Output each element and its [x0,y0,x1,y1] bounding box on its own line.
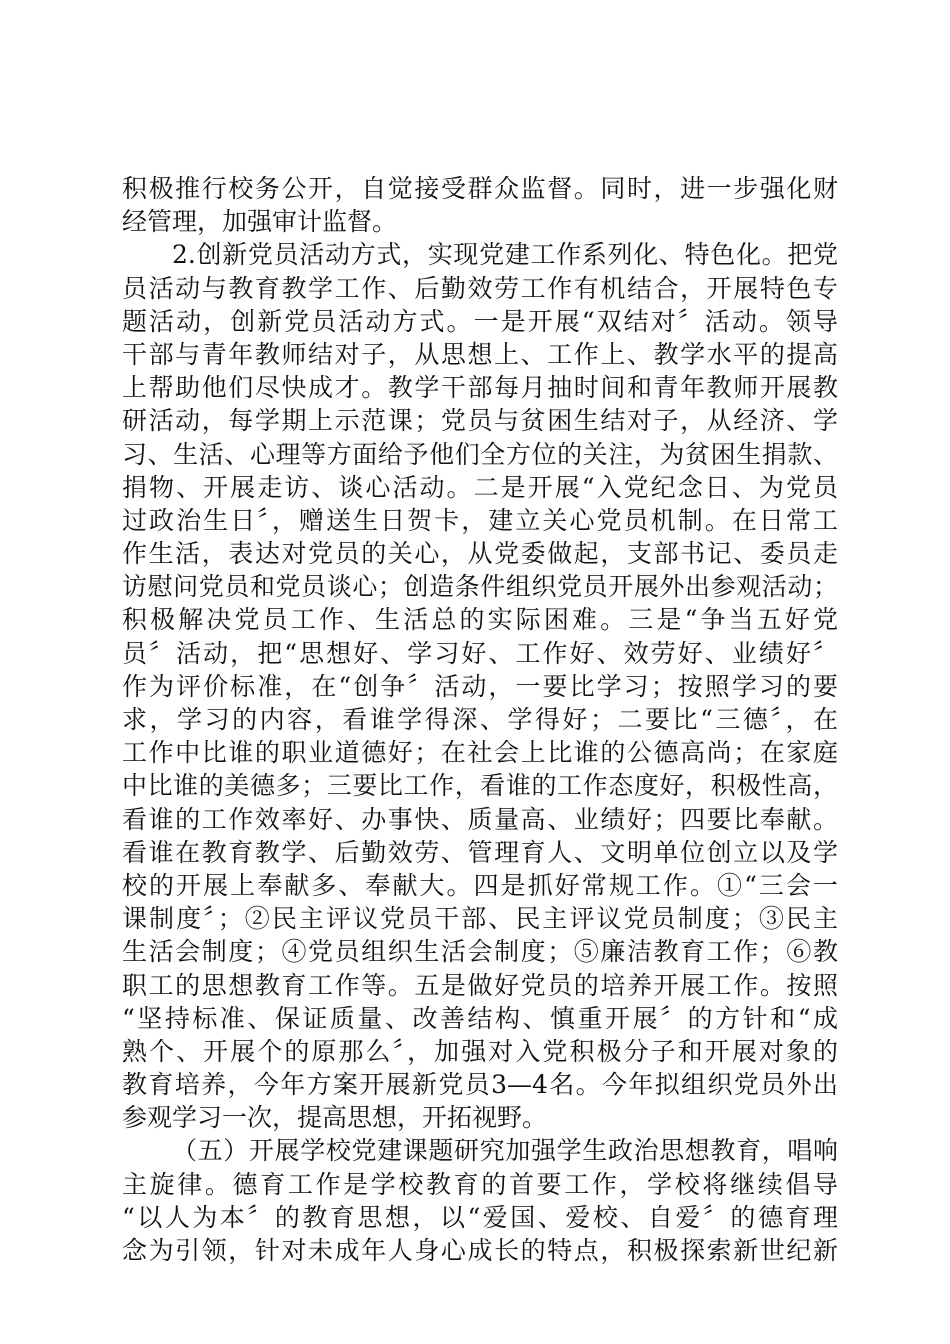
text-line: 捐物、开展走访、谈心活动。二是开展“入党纪念日、为党员 [122,472,838,502]
text-line: 中比谁的美德多；三要比工作，看谁的工作态度好，积极性高， [122,771,838,801]
paragraph-start-line: 2.创新党员活动方式，实现党建工作系列化、特色化。把党 [172,240,838,270]
text-line: 研活动，每学期上示范课；党员与贫困生结对子，从经济、学 [122,406,838,436]
text-line: “坚持标准、保证质量、改善结构、慎重开展〞的方针和“成 [122,1003,838,1033]
text-line: 熟个、开展个的原那么〞，加强对入党积极分子和开展对象的 [122,1036,838,1066]
text-line: 看谁在教育教学、后勤效劳、管理育人、文明单位创立以及学 [122,837,838,867]
text-line: 作为评价标准，在“创争〞活动，一要比学习；按照学习的要 [122,671,838,701]
text-line: 校的开展上奉献多、奉献大。四是抓好常规工作。①“三会一 [122,870,838,900]
text-line: 干部与青年教师结对子，从思想上、工作上、教学水平的提高 [122,339,838,369]
text-line: “以人为本〞的教育思想，以“爱国、爱校、自爱〞的德育理 [122,1202,838,1232]
text-line: 上帮助他们尽快成才。教学干部每月抽时间和青年教师开展教 [122,373,838,403]
text-line: 员活动与教育教学工作、后勤效劳工作有机结合，开展特色专 [122,273,838,303]
text-line: 经管理，加强审计监督。 [122,207,398,237]
text-line: 积极解决党员工作、生活总的实际困难。三是“争当五好党 [122,605,838,635]
text-line: 求，学习的内容，看谁学得深、学得好；二要比“三德〞，在 [122,705,838,734]
text-line: 职工的思想教育工作等。五是做好党员的培养开展工作。按照 [122,970,838,1000]
text-line: 作生活，表达对党员的关心，从党委做起，支部书记、委员走 [122,539,838,569]
text-line: 过政治生日〞，赠送生日贺卡，建立关心党员机制。在日常工 [122,505,838,535]
text-line: 参观学习一次，提高思想，开拓视野。 [122,1103,548,1133]
text-line: 生活会制度；④党员组织生活会制度；⑤廉洁教育工作；⑥教 [122,937,838,967]
body-text [122,172,838,1267]
text-line: 习、生活、心理等方面给予他们全方位的关注，为贫困生捐款、 [122,439,838,469]
text-line: 员〞活动，把“思想好、学习好、工作好、效劳好、业绩好〞 [122,638,838,668]
text-line: 主旋律。德育工作是学校教育的首要工作，学校将继续倡导 [122,1169,838,1199]
text-line: 念为引领，针对未成年人身心成长的特点，积极探索新世纪新 [122,1236,838,1265]
text-line: 积极推行校务公开，自觉接受群众监督。同时，进一步强化财 [122,174,838,203]
text-line: 工作中比谁的职业道德好；在社会上比谁的公德高尚；在家庭 [122,738,838,768]
text-line: 教育培养，今年方案开展新党员3—4名。今年拟组织党员外出 [122,1070,838,1100]
section-heading-line: （五）开展学校党建课题研究加强学生政治思想教育，唱响 [172,1136,838,1166]
text-line: 访慰问党员和党员谈心；创造条件组织党员开展外出参观活动； [122,572,838,602]
text-line: 题活动，创新党员活动方式。一是开展“双结对〞活动。领导 [122,306,838,336]
text-line: 看谁的工作效率好、办事快、质量高、业绩好；四要比奉献。 [122,804,838,834]
text-line: 课制度〞；②民主评议党员干部、民主评议党员制度；③民主 [122,904,838,934]
